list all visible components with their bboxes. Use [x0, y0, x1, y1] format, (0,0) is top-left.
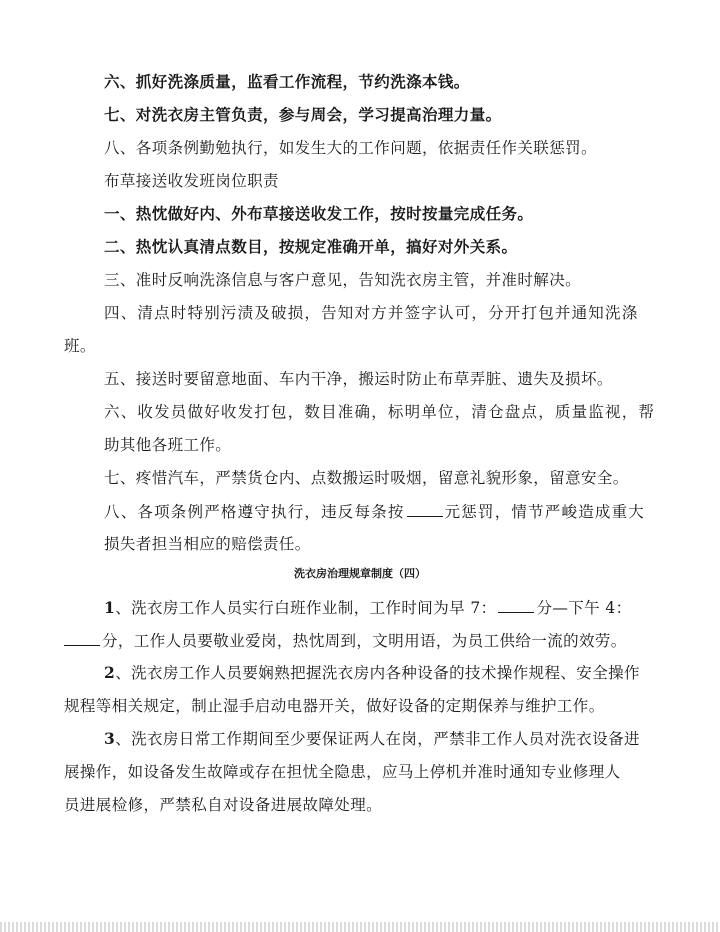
rule-3-text-a: 、洗衣房日常工作期间至少要保证两人在岗，严禁非工作人员对洗衣设备进 — [115, 730, 640, 748]
rule-1-number: 1 — [104, 598, 116, 617]
rule-2-line-1 — [104, 663, 720, 683]
rule-2-text-a: 、洗衣房工作人员要娴熟把握洗衣房内各种设备的技术操作规程、安全操作 — [115, 664, 640, 682]
rule-3-line-1 — [104, 729, 720, 749]
linen-item-8 — [104, 501, 720, 522]
start-time-blank — [498, 597, 534, 613]
duty-item-6: 六、抓好洗涤质量，监看工作流程，节约洗涤本钱。 — [104, 72, 470, 91]
rule-3-line-2: 展操作，如设备发生故障或存在担忧全隐患，应马上停机并准时通知专业修理人 — [64, 763, 621, 781]
linen-item-4-cont: 班。 — [64, 337, 96, 355]
duty-item-8: 八、各项条例勤勉执行，如发生大的工作问题，依据责任作关联惩罚。 — [104, 139, 597, 157]
fine-amount-blank — [407, 501, 443, 517]
rule-1-line-1 — [104, 597, 720, 618]
linen-item-8-text-a: 八、各项条例严格遵守执行，违反每条按 — [104, 503, 405, 521]
rule-2-line-2: 规程等相关规定，制止湿手启动电器开关，做好设备的定期保养与维护工作。 — [64, 697, 605, 715]
linen-item-6: 六、收发员做好收发打包，数目准确，标明单位，清仓盘点，质量监视，帮 — [104, 403, 656, 421]
linen-item-8-cont: 损失者担当相应的赔偿责任。 — [104, 535, 311, 553]
page-bottom-edge — [0, 922, 720, 932]
rule-1-line-2 — [64, 630, 720, 651]
rule-1-text-b: 分—下午 4： — [536, 599, 632, 617]
rule-3-line-3: 员进展检修，严禁私自对设备进展故障处理。 — [64, 796, 383, 814]
rule-2-number: 2 — [104, 663, 116, 682]
linen-item-5: 五、接送时要留意地面、车内干净，搬运时防止布草弄脏、遗失及损坏。 — [104, 370, 613, 388]
linen-item-4: 四、清点时特别污渍及破损，告知对方并签字认可，分开打包并通知洗涤 — [104, 304, 639, 322]
section-heading: 布草接送收发班岗位职责 — [104, 172, 279, 190]
rule-1-text-c: 分，工作人员要敬业爱岗，热忱周到，文明用语，为员工供给一流的效劳。 — [102, 632, 627, 650]
document-title: 洗衣房治理规章制度（四） — [294, 567, 426, 580]
rule-1-text-a: 、洗衣房工作人员实行白班作业制，工作时间为早 7： — [115, 599, 497, 617]
linen-item-7: 七、疼惜汽车，严禁货仓内、点数搬运时吸烟，留意礼貌形象，留意安全。 — [104, 469, 629, 487]
linen-item-8-text-b: 元惩罚，情节严峻造成重大 — [444, 503, 646, 521]
rule-3-number: 3 — [104, 729, 116, 748]
linen-item-1: 一、热忱做好内、外布草接送收发工作，按时按量完成任务。 — [104, 204, 534, 223]
linen-item-3: 三、准时反响洗涤信息与客户意见，告知洗衣房主管，并准时解决。 — [104, 271, 582, 289]
duty-item-7: 七、对洗衣房主管负责，参与周会，学习提高治理力量。 — [104, 105, 502, 124]
linen-item-2: 二、热忱认真清点数目，按规定准确开单，搞好对外关系。 — [104, 237, 518, 256]
linen-item-6-cont: 助其他各班工作。 — [104, 436, 232, 454]
end-time-blank — [64, 630, 100, 646]
